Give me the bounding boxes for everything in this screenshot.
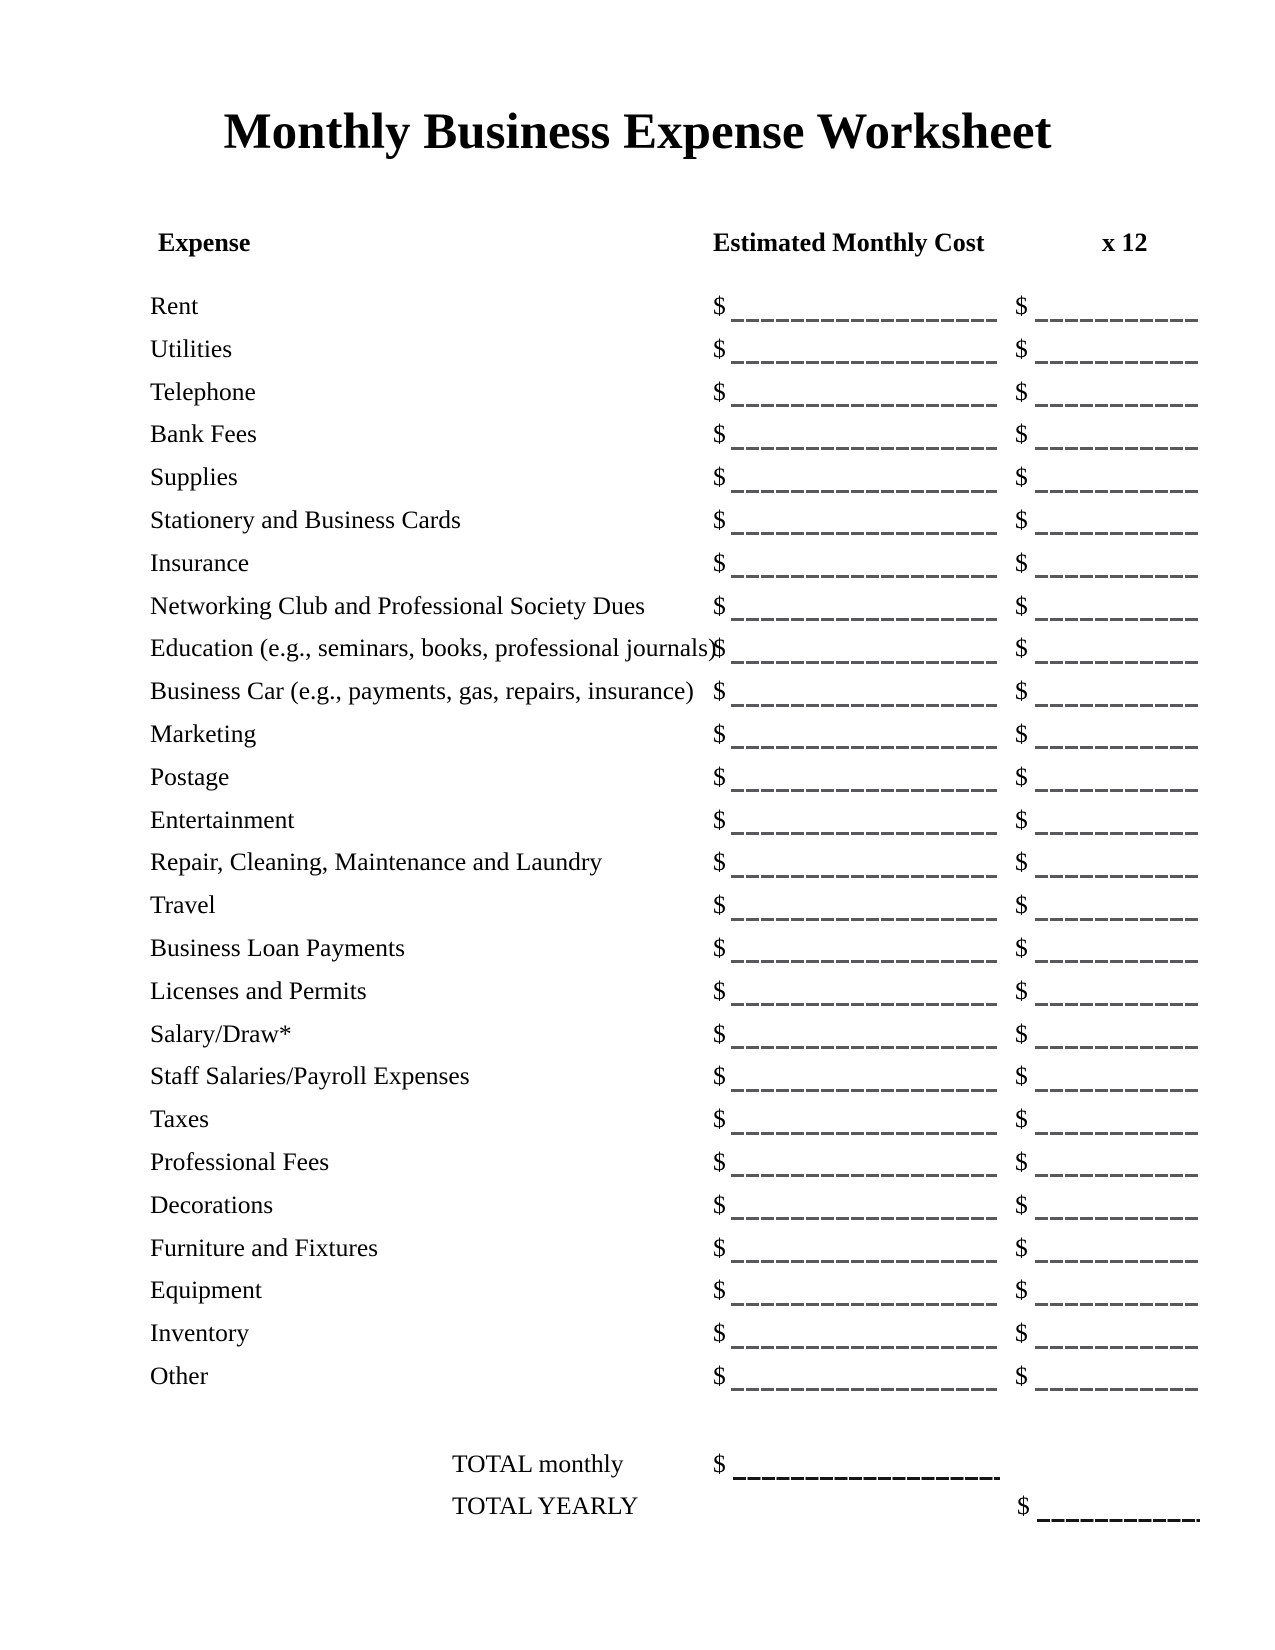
x12-blank[interactable] [1035, 1260, 1198, 1263]
dollar-sign-monthly: $ [713, 547, 726, 577]
expense-label: Taxes [150, 1104, 210, 1134]
dollar-sign-monthly: $ [713, 1232, 726, 1262]
dollar-sign-monthly: $ [713, 1275, 726, 1305]
dollar-sign-monthly: $ [713, 504, 726, 534]
dollar-sign-monthly: $ [713, 1061, 726, 1091]
x12-blank[interactable] [1035, 1132, 1198, 1135]
total-yearly-label: TOTAL YEARLY [452, 1491, 639, 1520]
dollar-sign-monthly: $ [713, 676, 726, 706]
dollar-sign-x12: $ [1015, 1189, 1028, 1219]
expense-label: Travel [150, 890, 216, 920]
expense-row [0, 1355, 1275, 1398]
expense-row [0, 285, 1275, 328]
monthly-cost-blank[interactable] [731, 875, 997, 878]
dollar-sign-total-yearly: $ [1017, 1491, 1030, 1520]
dollar-sign-monthly: $ [713, 804, 726, 834]
dollar-sign-monthly: $ [713, 1104, 726, 1134]
expense-label: Professional Fees [150, 1146, 330, 1176]
dollar-sign-x12: $ [1015, 1360, 1028, 1390]
dollar-sign-x12: $ [1015, 1275, 1028, 1305]
expense-label: Utilities [150, 333, 233, 363]
monthly-cost-blank[interactable] [731, 404, 997, 407]
expense-row [0, 585, 1275, 628]
dollar-sign-x12: $ [1015, 547, 1028, 577]
dollar-sign-x12: $ [1015, 932, 1028, 962]
x12-blank[interactable] [1035, 1303, 1198, 1306]
dollar-sign-x12: $ [1015, 1232, 1028, 1262]
monthly-cost-blank[interactable] [731, 1388, 997, 1391]
dollar-sign-monthly: $ [713, 1146, 726, 1176]
x12-blank[interactable] [1035, 704, 1198, 707]
x12-blank[interactable] [1035, 404, 1198, 407]
dollar-sign-monthly: $ [713, 975, 726, 1005]
x12-blank[interactable] [1035, 960, 1198, 963]
expense-row [0, 1269, 1275, 1312]
dollar-sign-monthly: $ [713, 847, 726, 877]
expense-label: Salary/Draw* [150, 1018, 292, 1048]
expense-label: Rent [150, 291, 199, 320]
monthly-cost-blank[interactable] [731, 960, 997, 963]
total-monthly-row [0, 1443, 1275, 1486]
expense-label: Repair, Cleaning, Maintenance and Laundry [150, 847, 603, 877]
monthly-cost-blank[interactable] [731, 1260, 997, 1263]
dollar-sign-total-monthly: $ [713, 1449, 726, 1478]
monthly-cost-blank[interactable] [731, 746, 997, 749]
dollar-sign-monthly: $ [713, 1318, 726, 1348]
dollar-sign-monthly: $ [713, 376, 726, 406]
dollar-sign-monthly: $ [713, 761, 726, 791]
expense-row [0, 1141, 1275, 1184]
expense-row [0, 713, 1275, 756]
expense-label: Insurance [150, 547, 250, 577]
monthly-cost-blank[interactable] [731, 1303, 997, 1306]
dollar-sign-x12: $ [1015, 1146, 1028, 1176]
x12-blank[interactable] [1035, 1346, 1198, 1349]
total-yearly-blank[interactable] [1037, 1519, 1200, 1522]
expense-label: Supplies [150, 462, 238, 492]
dollar-sign-x12: $ [1015, 462, 1028, 492]
expense-row [0, 1184, 1275, 1227]
dollar-sign-x12: $ [1015, 890, 1028, 920]
monthly-cost-blank[interactable] [731, 661, 997, 664]
monthly-cost-blank[interactable] [731, 1217, 997, 1220]
dollar-sign-x12: $ [1015, 590, 1028, 620]
dollar-sign-monthly: $ [713, 1018, 726, 1048]
dollar-sign-x12: $ [1015, 1018, 1028, 1048]
dollar-sign-monthly: $ [713, 633, 726, 663]
x12-blank[interactable] [1035, 1217, 1198, 1220]
total-monthly-label: TOTAL monthly [452, 1449, 624, 1478]
x12-blank[interactable] [1035, 875, 1198, 878]
monthly-cost-blank[interactable] [731, 1089, 997, 1092]
monthly-cost-blank[interactable] [731, 319, 997, 322]
expense-label: Other [150, 1360, 209, 1390]
expense-rows [0, 285, 1275, 1398]
expense-row [0, 1055, 1275, 1098]
x12-blank[interactable] [1035, 789, 1198, 792]
monthly-cost-blank[interactable] [731, 704, 997, 707]
x12-blank[interactable] [1035, 918, 1198, 921]
expense-row [0, 542, 1275, 585]
monthly-cost-blank[interactable] [731, 532, 997, 535]
x12-blank[interactable] [1035, 490, 1198, 493]
expense-label: Equipment [150, 1275, 262, 1305]
expense-label: Entertainment [150, 804, 295, 834]
dollar-sign-x12: $ [1015, 1061, 1028, 1091]
x12-blank[interactable] [1035, 1174, 1198, 1177]
dollar-sign-x12: $ [1015, 975, 1028, 1005]
expense-row [0, 499, 1275, 542]
x12-blank[interactable] [1035, 832, 1198, 835]
dollar-sign-monthly: $ [713, 590, 726, 620]
dollar-sign-monthly: $ [713, 1189, 726, 1219]
dollar-sign-monthly: $ [713, 932, 726, 962]
expense-row [0, 456, 1275, 499]
expense-label: Stationery and Business Cards [150, 504, 461, 534]
expense-row [0, 884, 1275, 927]
monthly-cost-blank[interactable] [731, 1003, 997, 1006]
dollar-sign-monthly: $ [713, 718, 726, 748]
expense-row [0, 1227, 1275, 1270]
expense-label: Telephone [150, 376, 256, 406]
expense-label: Licenses and Permits [150, 975, 367, 1005]
monthly-cost-blank[interactable] [731, 361, 997, 364]
dollar-sign-x12: $ [1015, 504, 1028, 534]
expense-label: Business Car (e.g., payments, gas, repairs, insurance) [150, 676, 694, 706]
x12-blank[interactable] [1035, 661, 1198, 664]
expense-row [0, 413, 1275, 456]
x12-blank[interactable] [1035, 618, 1198, 621]
monthly-cost-blank[interactable] [731, 832, 997, 835]
expense-label: Business Loan Payments [150, 932, 405, 962]
expense-row [0, 841, 1275, 884]
monthly-cost-blank[interactable] [731, 1174, 997, 1177]
monthly-cost-blank[interactable] [731, 490, 997, 493]
total-yearly-row [0, 1485, 1275, 1528]
dollar-sign-x12: $ [1015, 847, 1028, 877]
monthly-cost-blank[interactable] [731, 618, 997, 621]
dollar-sign-x12: $ [1015, 676, 1028, 706]
column-header-x12: x 12 [1102, 228, 1148, 257]
expense-row [0, 670, 1275, 713]
monthly-cost-blank[interactable] [731, 447, 997, 450]
expense-label: Postage [150, 761, 230, 791]
monthly-cost-blank[interactable] [731, 918, 997, 921]
expense-row [0, 799, 1275, 842]
x12-blank[interactable] [1035, 1003, 1198, 1006]
x12-blank[interactable] [1035, 361, 1198, 364]
expense-row [0, 371, 1275, 414]
expense-row [0, 1312, 1275, 1355]
x12-blank[interactable] [1035, 1046, 1198, 1049]
monthly-cost-blank[interactable] [731, 1046, 997, 1049]
expense-row [0, 927, 1275, 970]
dollar-sign-monthly: $ [713, 333, 726, 363]
x12-blank[interactable] [1035, 1388, 1198, 1391]
expense-label: Inventory [150, 1318, 250, 1348]
x12-blank[interactable] [1035, 319, 1198, 322]
monthly-cost-blank[interactable] [731, 1132, 997, 1135]
x12-blank[interactable] [1035, 575, 1198, 578]
monthly-cost-blank[interactable] [731, 789, 997, 792]
expense-label: Decorations [150, 1189, 274, 1219]
dollar-sign-x12: $ [1015, 333, 1028, 363]
x12-blank[interactable] [1035, 746, 1198, 749]
dollar-sign-monthly: $ [713, 1360, 726, 1390]
expense-row [0, 627, 1275, 670]
expense-label: Furniture and Fixtures [150, 1232, 379, 1262]
expense-label: Education (e.g., seminars, books, professional journals) [150, 633, 717, 663]
dollar-sign-x12: $ [1015, 1318, 1028, 1348]
expense-row [0, 756, 1275, 799]
dollar-sign-x12: $ [1015, 419, 1028, 449]
dollar-sign-monthly: $ [713, 291, 726, 320]
dollar-sign-x12: $ [1015, 633, 1028, 663]
dollar-sign-x12: $ [1015, 804, 1028, 834]
x12-blank[interactable] [1035, 532, 1198, 535]
expense-row [0, 1013, 1275, 1056]
expense-row [0, 970, 1275, 1013]
expense-row [0, 328, 1275, 371]
dollar-sign-x12: $ [1015, 376, 1028, 406]
dollar-sign-x12: $ [1015, 718, 1028, 748]
dollar-sign-x12: $ [1015, 761, 1028, 791]
dollar-sign-monthly: $ [713, 419, 726, 449]
dollar-sign-monthly: $ [713, 462, 726, 492]
total-monthly-blank[interactable] [733, 1477, 1000, 1480]
expense-row [0, 1098, 1275, 1141]
expense-label: Marketing [150, 718, 257, 748]
monthly-cost-blank[interactable] [731, 1346, 997, 1349]
monthly-cost-blank[interactable] [731, 575, 997, 578]
x12-blank[interactable] [1035, 447, 1198, 450]
dollar-sign-x12: $ [1015, 291, 1028, 320]
page-title: Monthly Business Expense Worksheet [223, 104, 1052, 160]
expense-label: Bank Fees [150, 419, 257, 449]
dollar-sign-x12: $ [1015, 1104, 1028, 1134]
expense-label: Staff Salaries/Payroll Expenses [150, 1061, 470, 1091]
expense-label: Networking Club and Professional Society Dues [150, 590, 646, 620]
column-header-estimated-monthly-cost: Estimated Monthly Cost [713, 228, 985, 257]
dollar-sign-monthly: $ [713, 890, 726, 920]
column-header-expense: Expense [158, 228, 251, 257]
x12-blank[interactable] [1035, 1089, 1198, 1092]
